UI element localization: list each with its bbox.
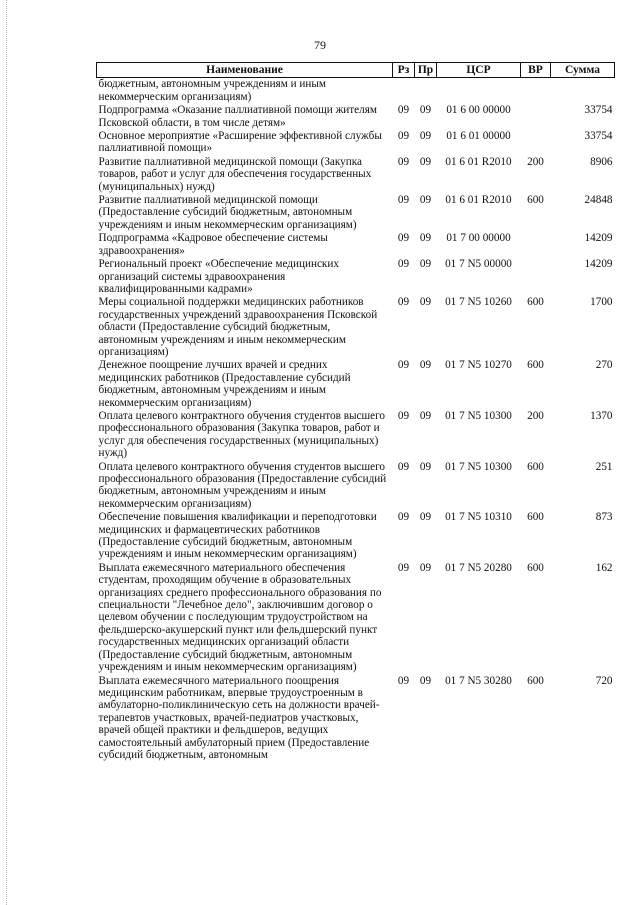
header-vr: ВР: [521, 63, 551, 78]
cell-vr: 600: [527, 194, 544, 207]
header-sum: Сумма: [551, 63, 615, 78]
cell-name: Выплата ежемесячного материального поощрения медицинским работникам, впервые трудоустроенным в амбулаторно-поликлиническую сеть на должности врачей-терапевтов участковых, врачей-педиатров участковых, врачей общей практики и фельдшеров, ведущих самостоятельный амбулаторный прием (Предоставление субсидий бюджетным, автономным: [98, 674, 380, 761]
cell-rz: 09: [397, 409, 410, 422]
cell-name: Развитие паллиативной медицинской помощи (Закупка товаров, работ и услуг для обеспечения государственных (муниципальных) нужд): [98, 155, 372, 193]
cell-sum: 162: [595, 561, 613, 574]
table-row: [97, 258, 615, 296]
table-row: [97, 359, 615, 410]
cell-sum: 251: [595, 460, 613, 473]
cell-name: Основное мероприятие «Расширение эффективной службы паллиативной помощи»: [98, 130, 382, 155]
cell-rz: 09: [397, 130, 410, 143]
cell-rz: 09: [397, 104, 410, 117]
cell-name: бюджетным, автономным учреждениям и иным некоммерческим организациям): [98, 78, 326, 103]
cell-vr: 200: [527, 155, 544, 168]
cell-sum: 1370: [590, 409, 613, 422]
table-row: [97, 461, 615, 512]
cell-rz: [393, 78, 415, 104]
cell-sum: 24848: [584, 194, 613, 207]
cell-csr: 01 6 01 R2010: [445, 155, 512, 168]
cell-sum: 14209: [584, 232, 613, 245]
cell-vr: 600: [527, 674, 544, 687]
cell-pr: 09: [419, 674, 432, 687]
cell-pr: 09: [419, 359, 432, 372]
table-row: [97, 410, 615, 461]
cell-csr: 01 7 N5 30280: [445, 674, 512, 687]
table-header-row: [97, 63, 615, 78]
cell-pr: 09: [419, 561, 432, 574]
cell-csr: 01 7 N5 10260: [445, 296, 512, 309]
table-row: [97, 675, 615, 763]
header-pr: Пр: [415, 63, 437, 78]
cell-csr: 01 7 N5 10300: [445, 460, 512, 473]
cell-vr: [521, 104, 551, 130]
cell-pr: [415, 78, 437, 104]
cell-csr: 01 7 N5 10310: [445, 511, 512, 524]
cell-rz: 09: [397, 511, 410, 524]
cell-pr: 09: [419, 130, 432, 143]
cell-csr: 01 6 01 R2010: [445, 194, 512, 207]
cell-sum: 14209: [584, 258, 613, 271]
cell-pr: 09: [419, 296, 432, 309]
header-csr: ЦСР: [437, 63, 521, 78]
cell-csr: 01 7 N5 20280: [445, 561, 512, 574]
cell-csr: 01 6 01 00000: [446, 130, 511, 143]
cell-vr: [521, 78, 551, 104]
cell-csr: [437, 78, 521, 104]
cell-sum: 33754: [584, 104, 613, 117]
scan-margin-line: [6, 0, 8, 905]
cell-vr: 600: [527, 511, 544, 524]
table-row: [97, 130, 615, 156]
cell-rz: 09: [397, 460, 410, 473]
cell-name: Оплата целевого контрактного обучения студентов высшего профессионального образования (Закупка товаров, работ и услуг для обеспечения государственных (муниципальных) нужд): [98, 409, 385, 460]
cell-pr: 09: [419, 460, 432, 473]
budget-table: [96, 62, 615, 762]
cell-sum: 1700: [590, 296, 613, 309]
cell-sum: 8906: [590, 155, 613, 168]
cell-pr: 09: [419, 155, 432, 168]
cell-sum: [551, 78, 615, 104]
cell-name: Подпрограмма «Оказание паллиативной помощи жителям Псковской области, в том числе детям»: [98, 104, 377, 129]
cell-name: Развитие паллиативной медицинской помощи (Предоставление субсидий бюджетным, автономным учреждениям и иным некоммерческим организациям): [98, 194, 357, 231]
table-row: [97, 296, 615, 359]
cell-vr: [521, 258, 551, 296]
cell-rz: 09: [397, 258, 410, 271]
cell-name: Меры социальной поддержки медицинских работников государственных учреждений здравоохранения Псковской области (Предоставление субсидий бюджетным, автономным учреждениям и иным некоммерческим организациям): [98, 296, 378, 358]
cell-name: Денежное поощрение лучших врачей и средних медицинских работников (Предоставление субсидий бюджетным, автономным учреждениям и иным некоммерческим организациям): [98, 359, 351, 409]
table-row: [97, 232, 615, 258]
cell-csr: 01 7 N5 00000: [445, 258, 512, 271]
table-row: [97, 78, 615, 104]
cell-rz: 09: [397, 674, 410, 687]
cell-name: Региональный проект «Обеспечение медицинских организаций системы здравоохранения квалифицированными кадрами»: [98, 258, 339, 295]
cell-pr: 09: [419, 511, 432, 524]
cell-pr: 09: [419, 104, 432, 117]
cell-name: Оплата целевого контрактного обучения студентов высшего профессионального образования (Предоставление субсидий бюджетным, автономным учреждениям и иным некоммерческим организациям): [98, 460, 387, 510]
table-row: [97, 104, 615, 130]
cell-pr: 09: [419, 232, 432, 245]
cell-pr: 09: [419, 258, 432, 271]
table-row: [97, 156, 615, 194]
cell-vr: 600: [527, 359, 544, 372]
cell-sum: 720: [595, 674, 613, 687]
cell-sum: 270: [595, 359, 613, 372]
cell-sum: 873: [595, 511, 613, 524]
cell-name: Выплата ежемесячного материального обеспечения студентам, проходящим обучение в образовательных организациях среднего профессионального образования по специальности "Лечебное дело", заключившим договор о целевом обучении с последующим трудоустройством на фельдшерско-акушерский пункт или фельдшерский пункт государственных медицинских организаций области (Предоставление субсидий бюджетным, автономным учреждениям и иным некоммерческим организациям): [98, 561, 382, 674]
cell-vr: 200: [527, 409, 544, 422]
cell-vr: [521, 232, 551, 258]
page-number: 79: [314, 38, 326, 52]
cell-name: Обеспечение повышения квалификации и переподготовки медицинских и фармацевтических работников (Предоставление субсидий бюджетным, автономным учреждениям и иным некоммерческим организациям): [98, 511, 377, 561]
cell-csr: 01 7 N5 10270: [445, 359, 512, 372]
cell-vr: 600: [527, 296, 544, 309]
table-row: [97, 562, 615, 675]
cell-csr: 01 7 00 00000: [446, 232, 511, 245]
table-body: [97, 78, 615, 762]
cell-vr: 600: [527, 561, 544, 574]
header-rz: Рз: [393, 63, 415, 78]
cell-vr: 600: [527, 460, 544, 473]
table-row: [97, 194, 615, 232]
cell-sum: 33754: [584, 130, 613, 143]
cell-rz: 09: [397, 194, 410, 207]
header-name: Наименование: [97, 63, 393, 78]
table-row: [97, 511, 615, 562]
cell-rz: 09: [397, 561, 410, 574]
cell-vr: [521, 130, 551, 156]
cell-rz: 09: [397, 232, 410, 245]
cell-rz: 09: [397, 155, 410, 168]
cell-csr: 01 7 N5 10300: [445, 409, 512, 422]
cell-name: Подпрограмма «Кадровое обеспечение системы здравоохранения»: [98, 232, 328, 257]
cell-pr: 09: [419, 194, 432, 207]
cell-csr: 01 6 00 00000: [446, 104, 511, 117]
cell-pr: 09: [419, 409, 432, 422]
cell-rz: 09: [397, 296, 410, 309]
cell-rz: 09: [397, 359, 410, 372]
